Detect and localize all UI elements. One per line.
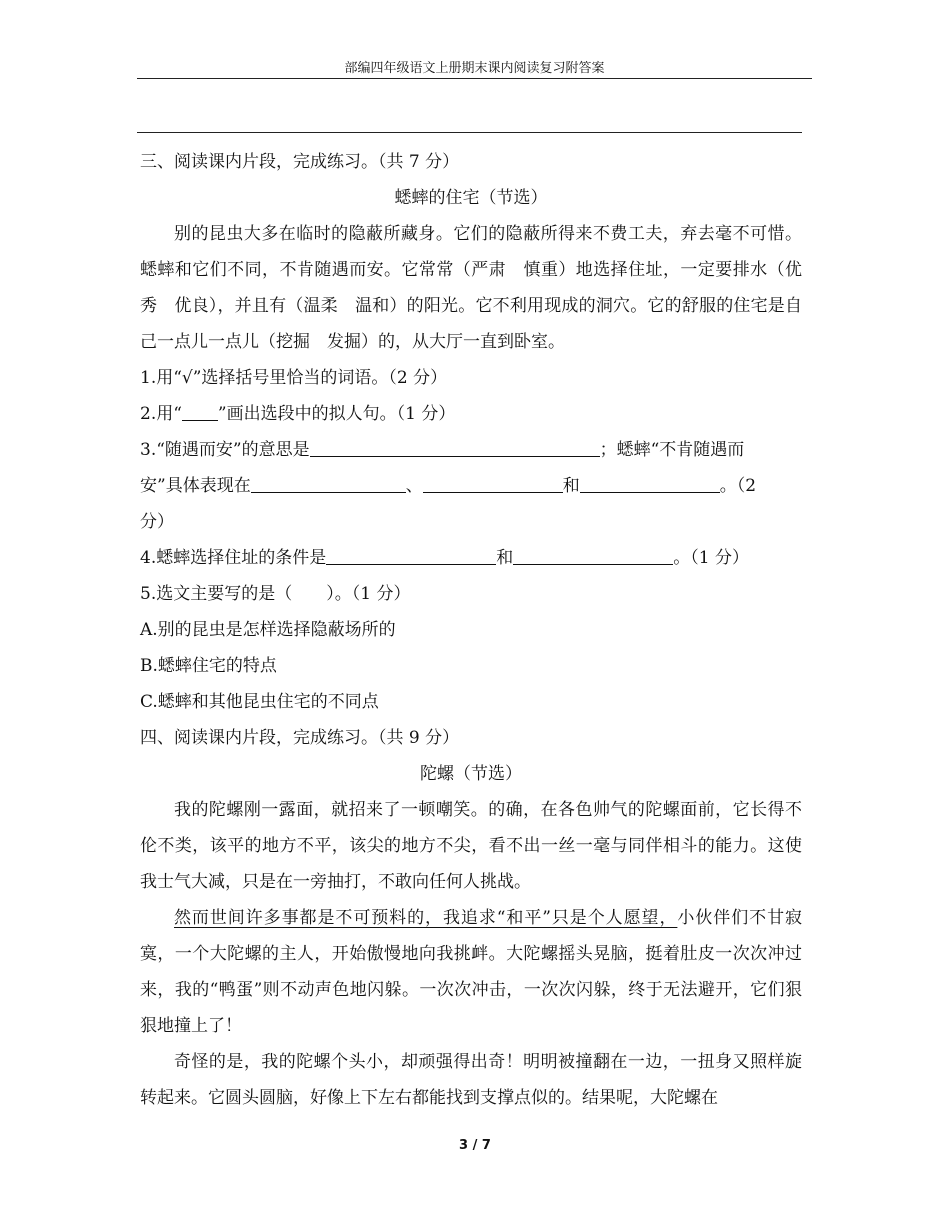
- section3-passage-title: 蟋蟀的住宅（节选）: [394, 188, 548, 208]
- q3-text-d: 、: [405, 476, 423, 496]
- question-5: 5.选文主要写的是（ ）。（1 分）: [140, 584, 411, 604]
- q3-text-f: 。（2: [719, 476, 757, 496]
- section4-paragraph-1: 我的陀螺刚一露面，就招来了一顿嘲笑。的确，在各色帅气的陀螺面前，它长得不伦不类，该平的地方不平，该尖的地方不尖，看不出一丝一毫与同伴相斗的能力。这使我士气大减，只是在一旁抽打，不敢向任何人挑战。: [140, 800, 802, 892]
- section3-heading: 三、阅读课内片段，完成练习。（共 7 分）: [140, 152, 460, 172]
- document-body: [140, 144, 802, 1116]
- question-3-line1: [140, 432, 802, 468]
- q2-text-b: ”画出选段中的拟人句。（1 分）: [217, 404, 456, 424]
- section3-passage: 别的昆虫大多在临时的隐蔽所藏身。它们的隐蔽所得来不费工夫，弃去毫不可惜。蟋蟀和它们不同，不肯随遇而安。它常常（严肃 慎重）地选择住址，一定要排水（优秀 优良），并且有（温柔 温和）的阳光。它不利用现成的洞穴。它的舒服的住宅是自己一点儿一点儿（挖掘 发掘）的，从大厅一直到卧室。: [140, 224, 802, 352]
- q4-text-a: 4.蟋蟀选择住址的条件是: [140, 548, 327, 568]
- section4-passage-title: 陀螺（节选）: [420, 764, 522, 784]
- section4-paragraph-3: 奇怪的是，我的陀螺个头小，却顽强得出奇！明明被撞翻在一边，一扭身又照样旋转起来。它圆头圆脑，好像上下左右都能找到支撑点似的。结果呢，大陀螺在: [140, 1052, 802, 1108]
- q4-text-b: 和: [496, 548, 514, 568]
- section4-heading: 四、阅读课内片段，完成练习。（共 9 分）: [140, 728, 460, 748]
- q5-option-c: C.蟋蟀和其他昆虫住宅的不同点: [140, 692, 379, 712]
- q3-text-e: 和: [562, 476, 580, 496]
- q2-underline-sample: [182, 398, 218, 421]
- underlined-sentence: 然而世间许多事都是不可预料的，我追求“和平”只是个人愿望，: [174, 908, 678, 928]
- header-rule: [137, 78, 812, 79]
- section4-paragraph-2: [140, 900, 802, 1044]
- q2-text-a: 2.用“: [140, 404, 182, 424]
- q5-option-b: B.蟋蟀住宅的特点: [140, 656, 277, 676]
- q3-blank-1[interactable]: [251, 470, 406, 493]
- q3-blank-3[interactable]: [580, 470, 720, 493]
- page-header: 部编四年级语文上册期末课内阅读复习附答案: [344, 61, 605, 76]
- q4-blank-1[interactable]: [326, 542, 496, 565]
- q3-blank-meaning[interactable]: [310, 434, 600, 457]
- paragraph-2-rest: 小伙伴们不甘寂寞，一个大陀螺的主人，开始傲慢地向我挑衅。大陀螺摇头晃脑，挺着肚皮一次次冲过来，我的“鸭蛋”则不动声色地闪躲。一次次冲击，一次次闪躲，终于无法避开，它们狠狠地撞上了！: [140, 908, 802, 1036]
- q4-blank-2[interactable]: [513, 542, 673, 565]
- q3-text-a: 3.“随遇而安”的意思是: [140, 440, 310, 460]
- question-2: [140, 396, 802, 432]
- question-3-line3: 分）: [140, 512, 174, 532]
- question-1: 1.用“√”选择括号里恰当的词语。（2 分）: [140, 368, 448, 388]
- q5-option-a: A.别的昆虫是怎样选择隐蔽场所的: [140, 620, 396, 640]
- page-number: 3 / 7: [459, 1138, 491, 1153]
- q3-blank-2[interactable]: [423, 470, 563, 493]
- question-4: [140, 540, 802, 576]
- q3-text-b: ；蟋蟀“不肯随遇而: [599, 440, 745, 460]
- question-3-line2: [140, 468, 802, 504]
- top-rule: [137, 132, 802, 133]
- q4-text-c: 。（1 分）: [673, 548, 749, 568]
- q3-text-c: 安”具体表现在: [140, 476, 251, 496]
